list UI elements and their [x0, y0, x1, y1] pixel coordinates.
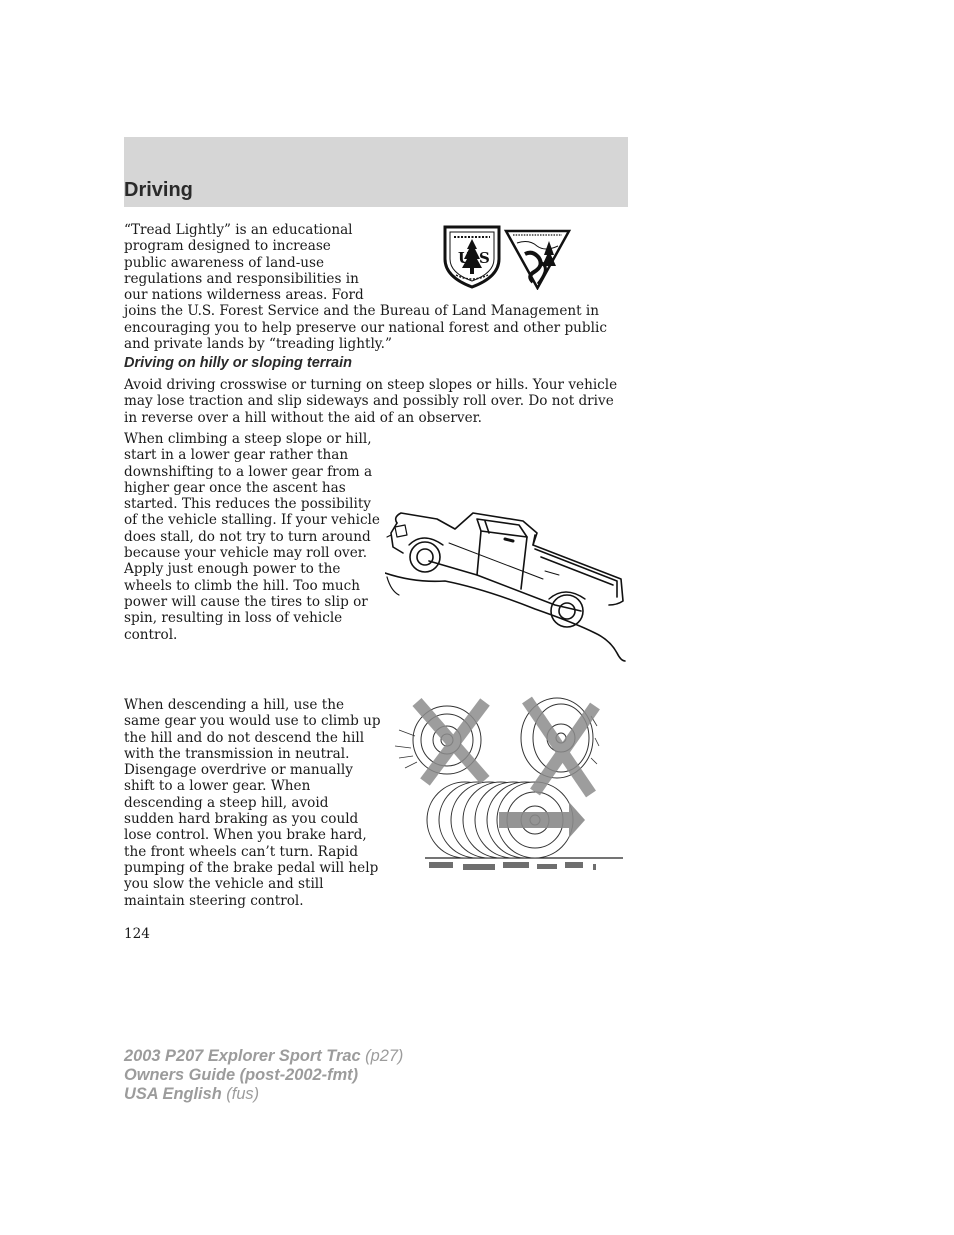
truck-climbing-hill-illustration [385, 505, 629, 663]
footer-line-1 [124, 1047, 403, 1066]
footer-line-3 [124, 1085, 403, 1104]
climbing-paragraph: When climbing a steep slope or hill, start in a lower gear rather than downshifting to a lower gear from a higher gear once the ascent has started. This reduces the possibility of the vehicle stalling. If your vehicle does stall, do not try to turn around because your vehicle may roll over. Apply just enough power to the wheels to climb the hill. Too much power will cause the tires to slip or spin, resulting in loss of vehicle control. [124, 431, 380, 643]
bureau-of-land-management-icon [503, 228, 572, 290]
footer-language: USA English [124, 1085, 222, 1103]
section-header-band [124, 137, 628, 207]
braking-wheels-illustration [385, 696, 627, 882]
shield-initial-u: U [458, 249, 472, 267]
forest-service-shield-icon [442, 223, 502, 289]
intro-text: “Tread Lightly” is an educational program designed to increase public awareness of land-use regulations and responsibilities in our nations wilderness areas. Ford joins the U.S. Forest Service and the Bureau of Land Management in encouraging you to help preserve our national forest and other public and private lands by “treading lightly.” [124, 222, 607, 353]
footer-model: 2003 P207 Explorer Sport Trac [124, 1047, 361, 1065]
footer-line-2: Owners Guide (post-2002-fmt) [124, 1066, 359, 1084]
document-footer [124, 1047, 403, 1104]
descending-paragraph: When descending a hill, use the same gear you would use to climb up the hill and do not descend the hill with the transmission in neutral. Disengage overdrive or manually shift to a lower gear. When descending a steep hill, avoid sudden hard braking as you could lose control. When you brake hard, the front wheels can’t turn. Rapid pumping of the brake pedal will help you slow the vehicle and still maintain steering control. [124, 697, 381, 909]
crosswise-warning-paragraph: Avoid driving crosswise or turning on steep slopes or hills. Your vehicle may lose traction and slip sideways and possibly roll over. Do not drive in reverse over a hill without the aid of an observer. [124, 377, 618, 426]
shield-initial-s: S [479, 249, 490, 267]
footer-language-code: (fus) [221, 1085, 260, 1103]
page-number: 124 [124, 926, 150, 942]
section-title: Driving [124, 179, 193, 201]
hilly-terrain-heading: Driving on hilly or sloping terrain [124, 355, 352, 371]
footer-model-code: (p27) [360, 1047, 404, 1065]
